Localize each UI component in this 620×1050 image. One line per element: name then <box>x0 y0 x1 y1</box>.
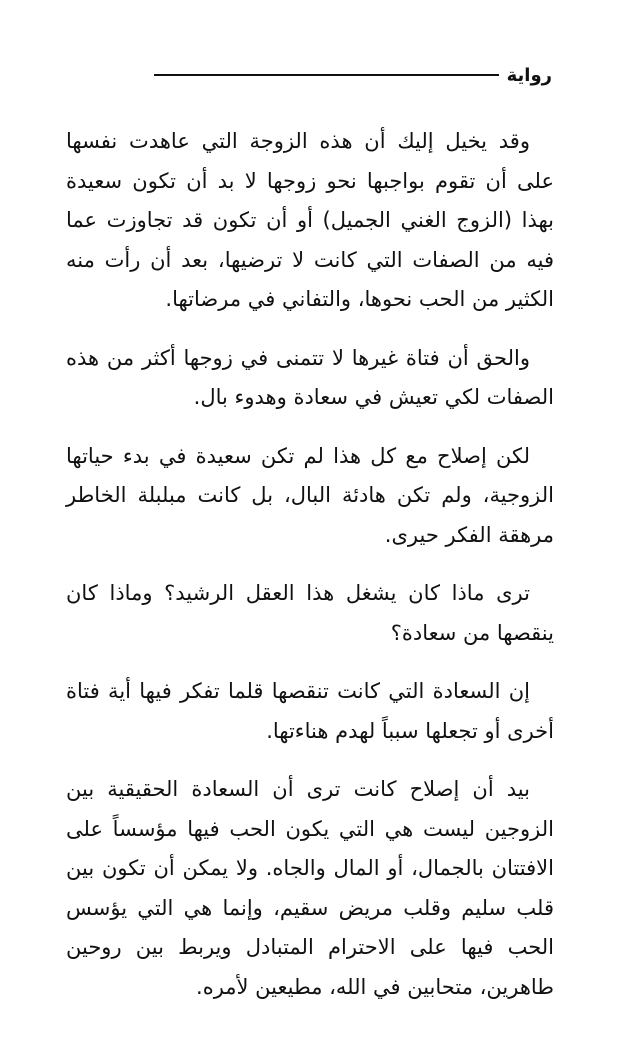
header-rule <box>154 74 499 76</box>
header-title: رواية <box>506 64 552 86</box>
paragraph-6: بيد أن إصلاح كانت ترى أن السعادة الحقيقية بين الزوجين ليست هي التي يكون الحب فيها مؤسساً على الافتتان بالجمال، أو المال والجاه. ولا يمكن أن تكون بين قلب سليم وقلب مريض سقيم، وإنما هي التي يؤسس الحب فيها على الاحترام المتبادل ويربط بين روحين طاهرين، متحابين في الله، مطيعين لأمره. <box>66 777 554 999</box>
paragraph-1: وقد يخيل إليك أن هذه الزوجة التي عاهدت نفسها على أن تقوم بواجبها نحو زوجها لا بد أن تكون سعيدة بهذا (الزوج الغني الجميل) أو أن تكون قد تجاوزت عما فيه من الصفات التي كانت لا ترضيها، بعد أن رأت منه الكثير من الحب نحوها، والتفاني في مرضاتها. <box>66 129 554 311</box>
paragraph-5: إن السعادة التي كانت تنقصها قلما تفكر فيها أية فتاة أخرى أو تجعلها سبباً لهدم هناءتها. <box>66 679 554 743</box>
body-text <box>66 122 554 1026</box>
paragraph-4: ترى ماذا كان يشغل هذا العقل الرشيد؟ وماذا كان ينقصها من سعادة؟ <box>66 581 554 645</box>
running-header <box>152 60 552 90</box>
paragraph-2: والحق أن فتاة غيرها لا تتمنى في زوجها أكثر من هذه الصفات لكي تعيش في سعادة وهدوء بال. <box>66 345 554 409</box>
paragraph-3: لكن إصلاح مع كل هذا لم تكن سعيدة في بدء حياتها الزوجية، ولم تكن هادئة البال، بل كانت مبلبلة الخاطر مرهقة الفكر حيرى. <box>66 443 554 547</box>
